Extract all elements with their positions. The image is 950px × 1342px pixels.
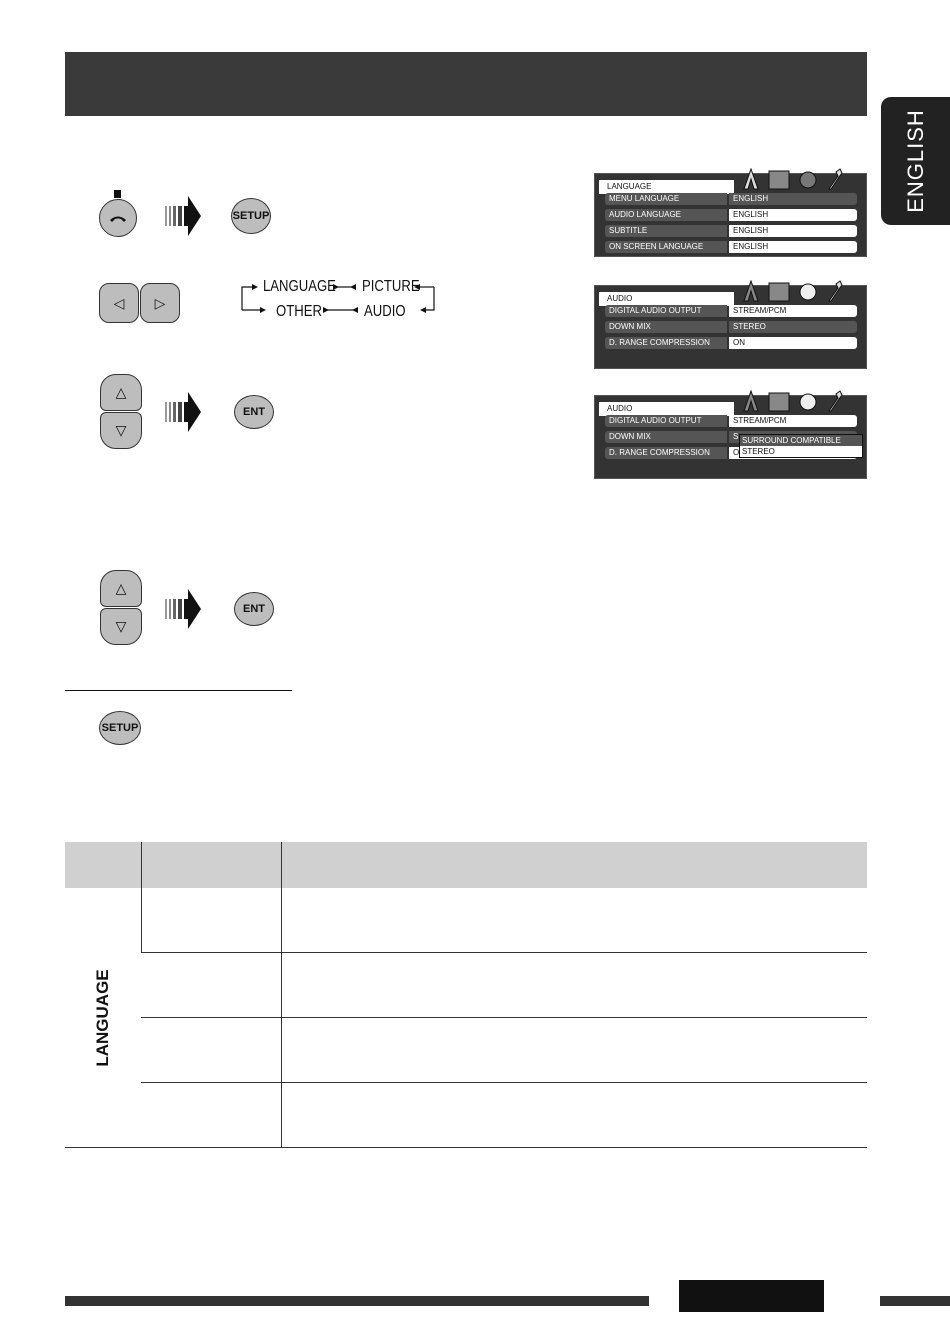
setup-button-finish[interactable]: SETUP: [99, 711, 141, 745]
row-value: STEREO: [729, 321, 857, 333]
screen-title: AUDIO: [599, 402, 734, 416]
down-button[interactable]: [100, 608, 142, 645]
row-value: STREAM/PCM: [729, 305, 857, 317]
row-value: STREAM/PCM: [729, 415, 857, 427]
menu-icons: [742, 274, 844, 302]
footer-bar-left: [65, 1296, 649, 1306]
row-value: O: [729, 447, 857, 459]
table-cell: [281, 888, 867, 953]
up-button[interactable]: [100, 374, 142, 411]
section-divider: [65, 690, 292, 691]
row-label: ON SCREEN LANGUAGE: [605, 241, 727, 253]
left-button[interactable]: [99, 283, 139, 323]
table-header-row: [65, 842, 867, 888]
flow-audio: AUDIO: [364, 303, 406, 320]
down-arrow-icon: ▽: [115, 618, 127, 634]
setup-button[interactable]: SETUP: [231, 198, 271, 234]
other-menu-icon: [826, 390, 844, 412]
table-cell: [141, 953, 281, 1018]
menu-row[interactable]: [605, 193, 857, 205]
menu-icons: [742, 162, 844, 190]
language-tab-label: ENGLISH: [902, 109, 928, 213]
language-menu-screen: [594, 173, 867, 257]
row-value: ENGLISH: [729, 225, 857, 237]
up-arrow-icon: △: [115, 580, 127, 596]
menu-row[interactable]: [605, 321, 857, 333]
group-cell: [65, 888, 141, 1148]
flow-other: OTHER: [276, 303, 322, 320]
table-cell: [281, 1018, 867, 1083]
down-arrow-icon: ▽: [115, 422, 127, 438]
audio-menu-icon: [798, 170, 818, 190]
audio-menu-icon: [798, 392, 818, 412]
row-label: DIGITAL AUDIO OUTPUT: [605, 305, 727, 317]
popup-option[interactable]: STEREO: [742, 447, 775, 456]
group-label: LANGUAGE: [92, 968, 112, 1067]
down-button[interactable]: [100, 412, 142, 449]
enter-button[interactable]: ENT: [234, 395, 274, 429]
footer-bar-right: [880, 1296, 950, 1306]
row-label: DOWN MIX: [605, 431, 727, 443]
enter-button[interactable]: ENT: [234, 592, 274, 626]
screen-title: AUDIO: [599, 292, 734, 306]
language-menu-icon: [742, 280, 760, 302]
header-cell: [281, 842, 867, 888]
table-cell: [141, 888, 281, 953]
row-label: D. RANGE COMPRESSION: [605, 337, 727, 349]
up-button[interactable]: [100, 570, 142, 607]
audio-menu-icon: [798, 282, 818, 302]
menu-row[interactable]: [605, 209, 857, 221]
row-value: ENGLISH: [729, 193, 857, 205]
flow-picture: PICTURE: [362, 278, 420, 295]
source-indicator: [114, 190, 121, 198]
down-mix-popup[interactable]: [739, 434, 863, 458]
row-label: AUDIO LANGUAGE: [605, 209, 727, 221]
row-label: D. RANGE COMPRESSION: [605, 447, 727, 459]
header-cell: [65, 842, 141, 888]
step-arrow-icon: [163, 194, 203, 238]
language-side-tab: [881, 97, 950, 225]
up-arrow-icon: △: [115, 384, 127, 400]
row-label: DOWN MIX: [605, 321, 727, 333]
header-bar: [65, 52, 867, 116]
row-value: ENGLISH: [729, 241, 857, 253]
step-arrow-icon: [163, 587, 203, 631]
picture-menu-icon: [768, 392, 790, 412]
table-row: [65, 1083, 867, 1148]
table-cell: [141, 1083, 281, 1148]
other-menu-icon: [826, 280, 844, 302]
popup-option[interactable]: SURROUND COMPATIBLE: [740, 435, 862, 446]
picture-menu-icon: [768, 170, 790, 190]
flow-language: LANGUAGE: [263, 278, 336, 295]
row-label: MENU LANGUAGE: [605, 193, 727, 205]
step-arrow-icon: [163, 390, 203, 434]
other-menu-icon: [826, 168, 844, 190]
phone-icon: [108, 213, 128, 223]
menu-row[interactable]: [605, 337, 857, 349]
table-row: [65, 953, 867, 1018]
power-button[interactable]: [99, 199, 137, 237]
row-label: SUBTITLE: [605, 225, 727, 237]
table-cell: [141, 1018, 281, 1083]
row-label: DIGITAL AUDIO OUTPUT: [605, 415, 727, 427]
menu-row[interactable]: [605, 305, 857, 317]
menu-row[interactable]: [605, 241, 857, 253]
menu-row[interactable]: [605, 415, 857, 427]
audio-menu-screen: [594, 285, 867, 369]
audio-menu-screen-popup: [594, 395, 867, 479]
picture-menu-icon: [768, 282, 790, 302]
language-menu-icon: [742, 168, 760, 190]
screen-title: LANGUAGE: [599, 180, 734, 194]
left-arrow-icon: ◁: [113, 294, 125, 311]
table-row: [65, 1018, 867, 1083]
row-value: S: [729, 431, 857, 443]
row-value: ENGLISH: [729, 209, 857, 221]
menu-icons: [742, 384, 844, 412]
row-value: ON: [729, 337, 857, 349]
table-cell: [281, 1083, 867, 1148]
language-menu-icon: [742, 390, 760, 412]
header-cell: [141, 842, 281, 888]
menu-row[interactable]: [605, 225, 857, 237]
table-cell: [281, 953, 867, 1018]
settings-table: [65, 842, 867, 1148]
right-arrow-icon: ▷: [154, 294, 166, 311]
page-number-box: [679, 1280, 824, 1312]
right-button[interactable]: [140, 283, 180, 323]
table-row: [65, 888, 867, 953]
